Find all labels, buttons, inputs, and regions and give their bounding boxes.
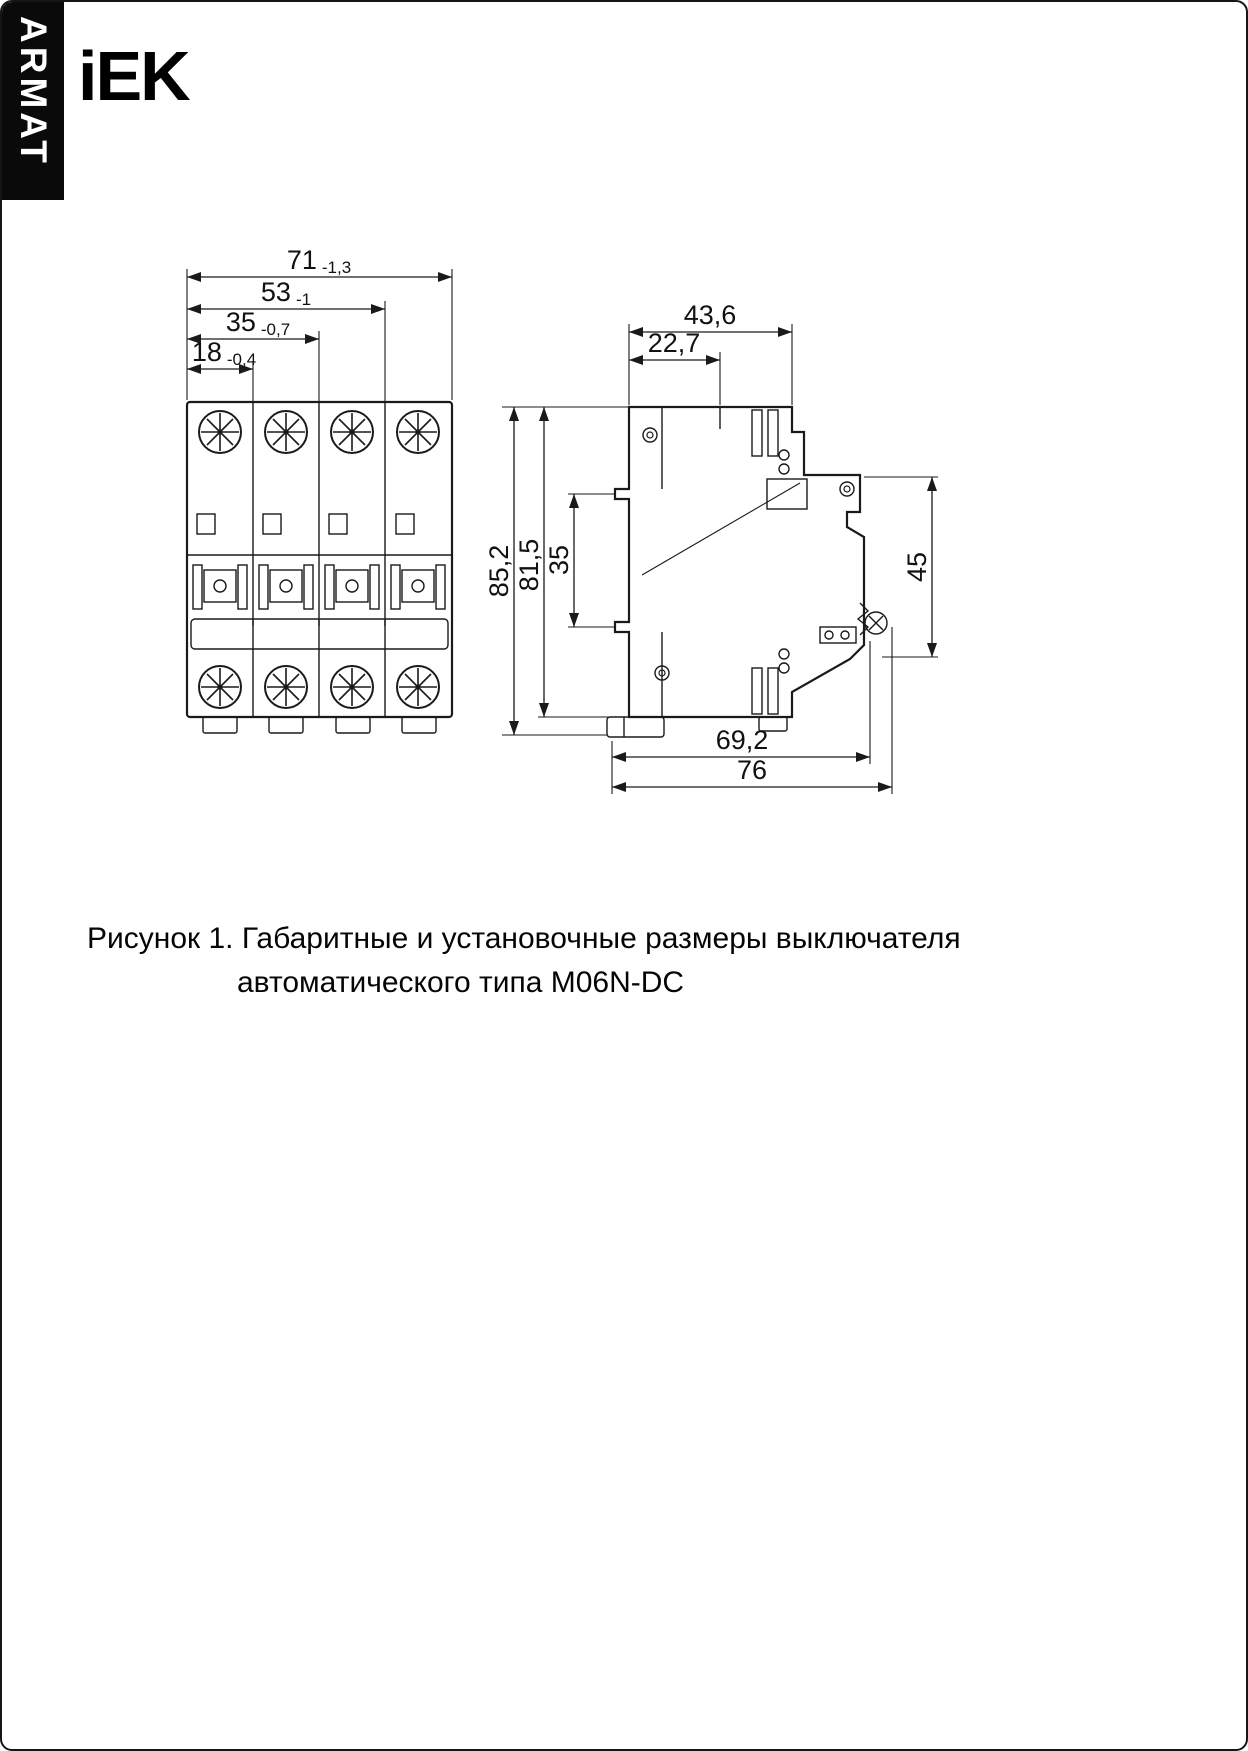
dimension-drawing (2, 227, 1248, 842)
caption-line-1: Рисунок 1. Габаритные и установочные размеры выключателя (87, 922, 961, 955)
dimension-width-1pole (187, 337, 256, 369)
dim-label-22-7: 22,7 (647, 328, 701, 358)
front-view-drawing (187, 245, 452, 733)
dim-label-18: 18 -0,4 (191, 337, 257, 369)
armat-side-banner (2, 2, 64, 200)
dim-label-35: 35 -0,7 (225, 307, 291, 339)
dim-label-35-side: 35 (544, 544, 574, 576)
dimension-din-groove (544, 494, 574, 627)
dim-label-69-2: 69,2 (715, 725, 769, 755)
dim-label-45: 45 (902, 551, 932, 583)
din-rail-clip (607, 717, 664, 737)
dimension-depth-bottom-outer (612, 755, 892, 787)
dim-label-71: 71 -1,3 (286, 245, 352, 277)
caption-line-2: автоматического типа M06N-DC (237, 965, 685, 999)
dimension-height-inner (514, 407, 544, 717)
iek-logo: iEK (78, 37, 189, 115)
dim-label-76: 76 (736, 755, 768, 785)
dimension-height-outer (484, 407, 514, 735)
dimension-depth-bottom-inner (612, 725, 870, 757)
dim-label-81-5: 81,5 (514, 538, 544, 592)
breaker-body-side (615, 407, 864, 717)
dimension-width-2pole (187, 307, 319, 339)
brand-vertical-label: ARMAT (13, 16, 54, 167)
dimension-depth-top-inner (629, 328, 720, 360)
dim-label-53: 53 -1 (260, 277, 312, 309)
dimension-width-3pole (187, 277, 385, 309)
mounting-feet (203, 717, 436, 733)
dim-label-43-6: 43,6 (683, 300, 737, 330)
dimension-front-height (902, 477, 932, 657)
side-view-drawing (484, 300, 938, 794)
figure-caption (87, 917, 961, 1004)
dimension-width-total (187, 245, 452, 277)
dim-label-85-2: 85,2 (484, 544, 514, 598)
